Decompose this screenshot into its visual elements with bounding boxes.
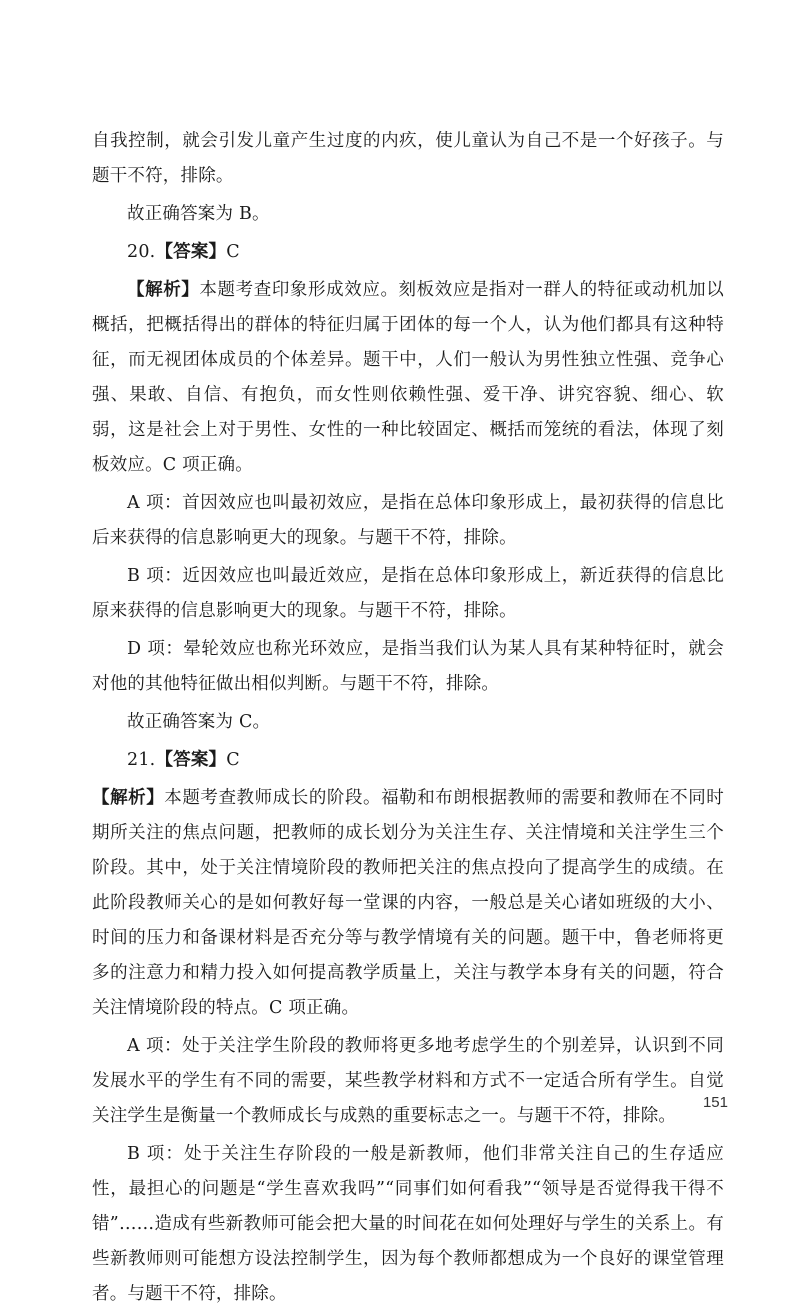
question-21-option-b: B 项：处于关注生存阶段的一般是新教师，他们非常关注自己的生存适应性，最担心的问题是“学生喜欢我吗”“同事们如何看我”“领导是否觉得我干得不错”……造成有些新教师可能会把大量的时间花在如何处理好与学生的关系上。有些新教师则可能想方设法控制学生，因为每个教师都想成为一个良好的课堂管理者。与题干不符，排除。 xyxy=(92,1144,724,1304)
question-20-conclusion: 故正确答案为 C。 xyxy=(127,712,271,732)
paragraph-continuation: 自我控制，就会引发儿童产生过度的内疚，使儿童认为自己不是一个好孩子。与题干不符，排除。 xyxy=(92,131,724,186)
question-21-analysis-label: 【解析】 xyxy=(92,788,165,808)
question-21-option-a: A 项：处于关注学生阶段的教师将更多地考虑学生的个别差异，认识到不同发展水平的学生有不同的需要，某些教学材料和方式不一定适合所有学生。自觉关注学生是衡量一个教师成长与成熟的重要标志之一。与题干不符，排除。 xyxy=(92,1036,724,1126)
question-20-number: 20. xyxy=(127,242,156,262)
question-21-analysis xyxy=(92,781,724,1026)
question-20-analysis-text: 本题考查印象形成效应。刻板效应是指对一群人的特征或动机加以概括，把概括得出的群体的特征归属于团体的每一个人，认为他们都具有这种特征，而无视团体成员的个体差异。题干中，人们一般认为男性独立性强、竞争心强、果敢、自信、有抱负，而女性则依赖性强、爱干净、讲究容貌、细心、软弱，这是社会上对于男性、女性的一种比较固定、概括而笼统的看法，体现了刻板效应。C 项正确。 xyxy=(92,280,724,475)
question-20-answer-label: 【答案】 xyxy=(155,242,227,262)
question-20-option-d: D 项：晕轮效应也称光环效应，是指当我们认为某人具有某种特征时，就会对他的其他特征做出相似判断。与题干不符，排除。 xyxy=(92,639,724,694)
question-20-option-a: A 项：首因效应也叫最初效应，是指在总体印象形成上，最初获得的信息比后来获得的信息影响更大的现象。与题干不符，排除。 xyxy=(92,493,724,548)
question-21-number: 21. xyxy=(127,750,156,770)
question-21-analysis-text: 本题考查教师成长的阶段。福勒和布朗根据教师的需要和教师在不同时期所关注的焦点问题，把教师的成长划分为关注生存、关注情境和关注学生三个阶段。其中，处于关注情境阶段的教师把关注的焦点投向了提高学生的成绩。在此阶段教师关心的是如何教好每一堂课的内容，一般总是关心诸如班级的大小、时间的压力和备课材料是否充分等与教学情境有关的问题。题干中，鲁老师将更多的注意力和精力投入如何提高教学质量上，关注与教学本身有关的问题，符合关注情境阶段的特点。C 项正确。 xyxy=(92,788,724,1018)
page-number: 151 xyxy=(702,1094,728,1111)
question-21-answer-line xyxy=(92,743,724,778)
question-20-analysis-label: 【解析】 xyxy=(127,280,200,300)
question-20-answer-value: C xyxy=(226,242,240,262)
question-20-analysis xyxy=(92,273,724,483)
question-20-option-b: B 项：近因效应也叫最近效应，是指在总体印象形成上，新近获得的信息比原来获得的信息影响更大的现象。与题干不符，排除。 xyxy=(92,566,724,621)
question-20-answer-line xyxy=(92,235,724,270)
page-content xyxy=(92,124,724,1312)
question-21-answer-value: C xyxy=(226,750,240,770)
question-21-answer-label: 【答案】 xyxy=(155,750,227,770)
paragraph-answer-19-conclusion: 故正确答案为 B。 xyxy=(127,204,270,224)
